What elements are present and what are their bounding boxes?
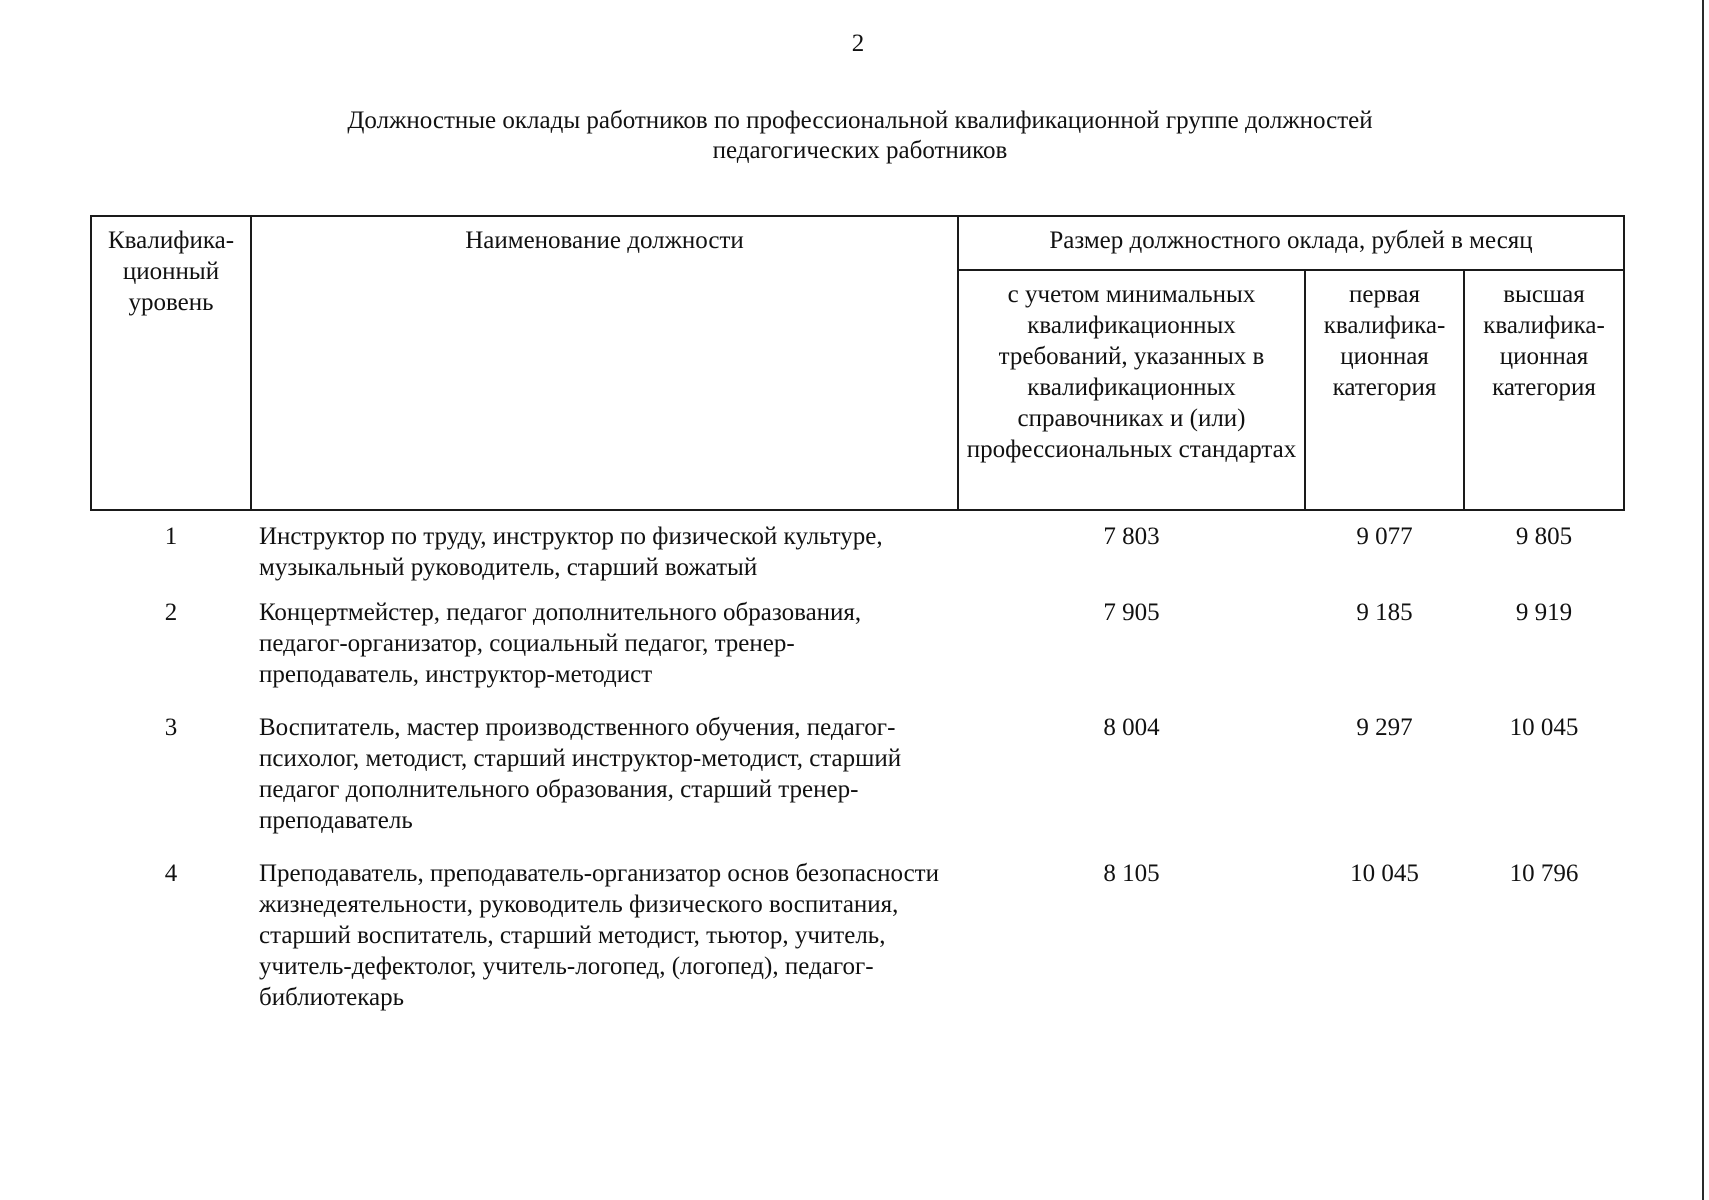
row-salary-high: 9 805 [1515,523,1573,550]
table-row [91,848,1624,1018]
page-number: 2 [851,30,865,57]
header-min-requirements: с учетом минимальных квалификационных требований, указанных в квалификационных справочниках и (или) профессиональных стандартах [958,270,1305,510]
header-first-category: первая квалифика-ционная категория [1305,270,1464,510]
row-level: 2 [164,599,178,626]
row-salary-high: 10 045 [1509,714,1579,741]
row-salary-first: 9 297 [1356,714,1413,741]
row-salary-first: 9 077 [1356,523,1413,550]
salary-table [90,215,1625,1018]
header-position-name: Наименование должности [251,216,958,510]
row-position-name: Инструктор по труду, инструктор по физической культуре, музыкальный руководитель, старший вожатый [259,523,883,581]
row-salary-first: 10 045 [1350,860,1419,887]
row-level: 4 [164,860,178,887]
row-position-name: Преподаватель, преподаватель-организатор основ безопасности жизнедеятельности, руководитель физического воспитания, старший воспитатель, старший методист, тьютор, учитель, учитель-дефектолог, учитель-логопед, (логопед), педагог-библиотекарь [259,860,939,1011]
table-row [91,702,1624,848]
row-salary-high: 10 796 [1509,860,1579,887]
row-salary-min: 7 905 [1103,599,1160,626]
salary-table-body [91,510,1624,1018]
table-row [91,510,1624,587]
row-salary-min: 8 105 [1103,860,1160,887]
document-title-line-1: Должностные оклады работников по профессиональной квалификационной группе должностей [347,107,1373,134]
table-row [91,587,1624,702]
header-qualification-level: Квалифика-ционный уровень [91,216,251,510]
row-salary-min: 7 803 [1103,523,1160,550]
scan-edge-line [1702,0,1704,1200]
header-row-top [91,216,1624,270]
header-highest-category: высшая квалифика-ционная категория [1464,270,1624,510]
document-title-line-2: педагогических работников [712,137,1008,164]
row-salary-high: 9 919 [1515,599,1573,626]
row-level: 1 [164,523,178,550]
document-title [230,106,1490,166]
row-salary-first: 9 185 [1356,599,1413,626]
header-salary-group: Размер должностного оклада, рублей в месяц [958,216,1624,270]
row-position-name: Концертмейстер, педагог дополнительного образования, педагог-организатор, социальный педагог, тренер-преподаватель, инструктор-методист [259,599,862,688]
row-level: 3 [164,714,178,741]
row-salary-min: 8 004 [1103,714,1160,741]
row-position-name: Воспитатель, мастер производственного обучения, педагог-психолог, методист, старший инструктор-методист, старший педагог дополнительного образования, старший тренер-преподаватель [259,714,902,834]
salary-table-header [91,216,1624,510]
